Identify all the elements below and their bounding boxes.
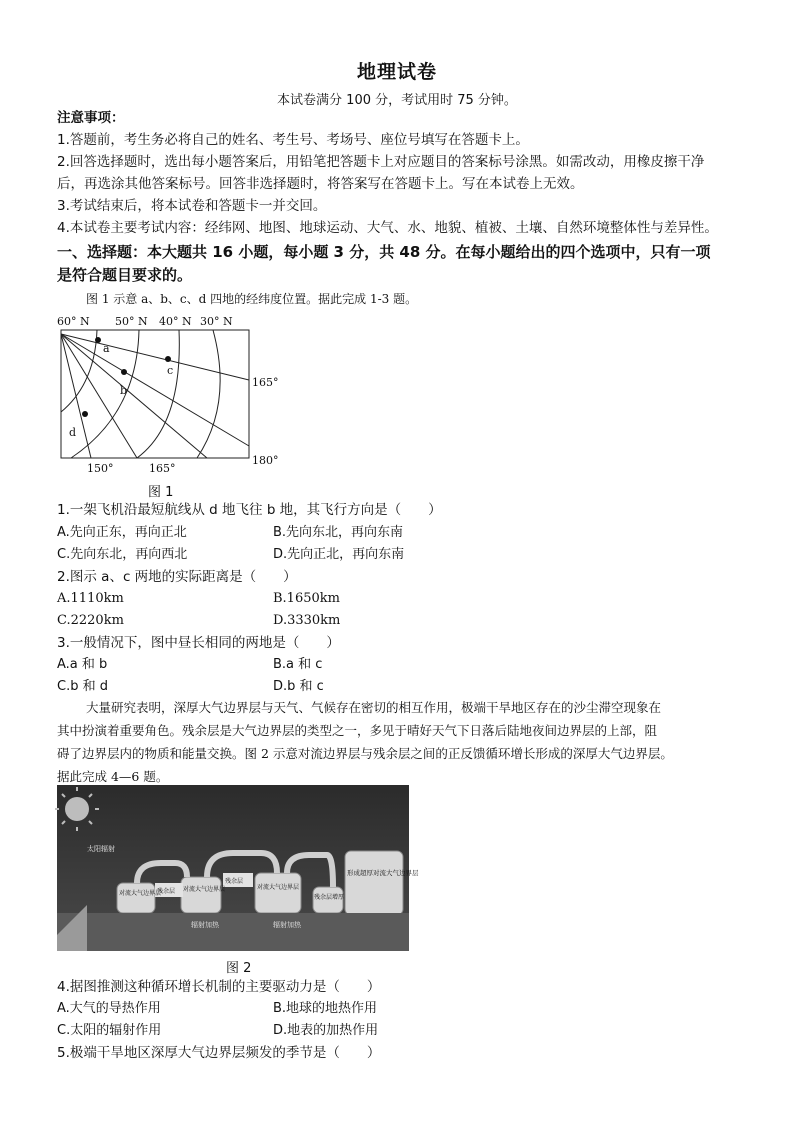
parallel-arc — [137, 330, 179, 458]
fig2-label: 对流大气边界层 — [183, 886, 226, 893]
fig2-label: 残余层 — [225, 878, 244, 885]
note-item: 2.回答选择题时，选出每小题答案后，用铅笔把答题卡上对应题目的答案标号涂黑。如需改动，用橡皮擦干净 — [57, 154, 705, 170]
point-d — [82, 411, 88, 417]
lon-label: 165° — [149, 462, 176, 475]
intro-line: 碍了边界层内的物质和能量交换。图 2 示意对流边界层与残余层之间的正反馈循环增长形成的深厚大气边界层。 — [57, 746, 673, 761]
question-option: C.先向东北，再向西北 — [57, 547, 188, 562]
fig2-label: 残余层 — [157, 888, 176, 895]
page-title: 地理试卷 — [356, 61, 437, 83]
lat-label: 40° N — [159, 315, 192, 328]
question-option: A.大气的导热作用 — [57, 1001, 161, 1016]
note-item: 4.本试卷主要考试内容：经纬网、地图、地球运动、大气、水、地貌、植被、土壤、自然环境整体性与差异性。 — [57, 220, 718, 236]
lon-label: 180° — [252, 454, 279, 467]
question-option: B.地球的地热作用 — [273, 1001, 378, 1016]
fig2-label: 辐射加热 — [191, 921, 219, 929]
intro-line: 据此完成 4—6 题。 — [57, 769, 169, 784]
question-option: A.1110km — [57, 591, 124, 606]
lon-label: 165° — [252, 376, 279, 389]
meridian-line — [61, 334, 249, 446]
point-c — [165, 356, 171, 362]
boundary-layer-figure — [57, 785, 419, 951]
question-option: C.太阳的辐射作用 — [57, 1023, 162, 1038]
figure-frame — [61, 330, 249, 458]
point-label-c: c — [167, 364, 174, 377]
question-stem: 3.一般情况下，图中昼长相同的两地是（ ） — [57, 635, 340, 651]
fig2-label: 残余层增厚 — [314, 894, 345, 901]
question-option: D.地表的加热作用 — [273, 1023, 379, 1038]
question-stem: 4.据图推测这种循环增长机制的主要驱动力是（ ） — [57, 979, 381, 995]
point-b — [121, 369, 127, 375]
fig2-label: 对流大气边界层 — [257, 884, 300, 891]
figure2-caption: 图 2 — [226, 961, 252, 976]
note-item: 1.答题前，考生务必将自己的姓名、考生号、考场号、座位号填写在答题卡上。 — [57, 132, 529, 148]
lon-label: 150° — [87, 462, 114, 475]
fig2-label: 形成超厚对流大气边界层 — [347, 869, 419, 877]
figure1-caption: 图 1 — [148, 485, 174, 500]
lat-label: 50° N — [115, 315, 148, 328]
question-stem: 5.极端干旱地区深厚大气边界层频发的季节是（ ） — [57, 1045, 381, 1061]
intro-figure2 — [57, 696, 747, 788]
intro-figure1: 图 1 示意 a、b、c、d 四地的经纬度位置。据此完成 1-3 题。 — [86, 292, 418, 306]
question-option: A.先向正东，再向正北 — [57, 525, 187, 540]
note-item: 3.考试结束后，将本试卷和答题卡一并交回。 — [57, 198, 327, 214]
note-item: 后，再选涂其他答案标号。回答非选择题时，将答案写在答题卡上。写在本试卷上无效。 — [57, 176, 584, 192]
meridian-line — [61, 334, 207, 458]
point-a — [95, 337, 101, 343]
question-option: B.先向东北，再向东南 — [273, 525, 404, 540]
question-option: D.b 和 c — [273, 679, 324, 694]
question-option: D.先向正北，再向东南 — [273, 547, 405, 562]
question-option: C.2220km — [57, 613, 124, 628]
question-option: B.a 和 c — [273, 657, 323, 672]
fig2-label: 对流大气边界层 — [119, 890, 162, 897]
lat-label: 30° N — [200, 315, 233, 328]
question-option: C.b 和 d — [57, 679, 108, 694]
notes-heading: 注意事项： — [57, 110, 125, 126]
point-label-a: a — [103, 342, 110, 355]
point-label-b: b — [120, 384, 128, 397]
intro-line: 大量研究表明，深厚大气边界层与天气、气候存在密切的相互作用，极端干旱地区存在的沙尘滞空现象在 — [86, 700, 662, 715]
lat-label: 60° N — [57, 315, 90, 328]
question-option: A.a 和 b — [57, 657, 108, 672]
fig2-label: 辐射加热 — [273, 921, 301, 929]
question-stem: 2.图示 a、c 两地的实际距离是（ ） — [57, 569, 297, 585]
intro-line: 其中扮演着重要角色。残余层是大气边界层的类型之一，多见于晴好天气下日落后陆地夜间边界层的上部，阻 — [57, 723, 658, 738]
question-option: B.1650km — [273, 591, 340, 606]
page-subtitle: 本试卷满分 100 分，考试用时 75 分钟。 — [277, 93, 517, 108]
parallel-arc — [197, 330, 220, 458]
section-heading: 一、选择题：本大题共 16 小题，每小题 3 分，共 48 分。在每小题给出的四个选项中，只有一项 — [57, 243, 711, 261]
section-heading-cont: 是符合题目要求的。 — [57, 266, 193, 284]
fig2-label-sun: 太阳辐射 — [87, 845, 115, 853]
point-label-d: d — [69, 426, 77, 439]
graticule-figure — [57, 314, 289, 476]
question-option: D.3330km — [273, 613, 341, 628]
question-stem: 1.一架飞机沿最短航线从 d 地飞往 b 地，其飞行方向是（ ） — [57, 502, 442, 518]
